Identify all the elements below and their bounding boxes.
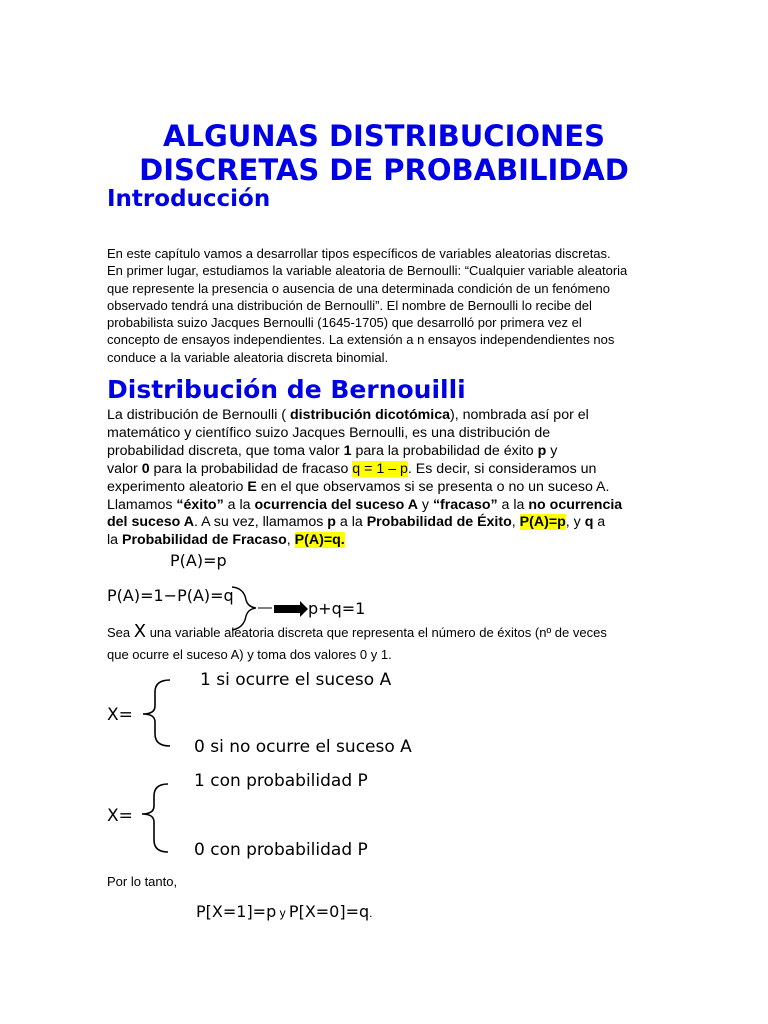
sea-x-line: Sea X una variable aleatoria discreta que representa el número de éxitos (nº de veces (107, 621, 607, 642)
intro-line: En este capítulo vamos a desarrollar tipos específicos de variables aleatorias discretas. (107, 246, 611, 261)
def2-top: 1 con probabilidad P (194, 771, 368, 791)
def1-bottom: 0 si no ocurre el suceso A (194, 737, 412, 757)
conclusion-formula: P[X=1]=p y P[X=0]=q. (196, 902, 373, 921)
bernoulli-line: La distribución de Bernoulli ( distribución dicotómica), nombrada así por el (107, 407, 589, 423)
formula-pa-p: P(A)=p (170, 551, 227, 570)
bernoulli-line: matemático y científico suizo Jacques Bernoulli, es una distribución de (107, 424, 551, 441)
bernoulli-line: experimento aleatorio E en el que observamos si se presenta o no un suceso A. (107, 478, 610, 495)
formula-px1: P[X=1]=p (196, 902, 277, 921)
bernoulli-heading: Distribución de Bernouilli (107, 375, 466, 404)
def2-lhs: X= (107, 806, 133, 826)
intro-line: concepto de ensayos independientes. La extensión a n ensayos independendientes nos (107, 332, 615, 348)
intro-line: que represente la presencia o ausencia de una determinada condición de un fenómeno (107, 280, 611, 296)
intro-line: conduce a la variable aleatoria discreta binomial. (107, 349, 389, 365)
document-title-line-1: ALGUNAS DISTRIBUCIONES (163, 119, 605, 153)
intro-line: probabilista suizo Jacques Bernoulli (1645-1705) que desarrolló por primera vez el (107, 315, 582, 331)
document-title-line-2: DISCRETAS DE PROBABILIDAD (139, 153, 629, 187)
intro-heading: Introducción (107, 186, 271, 212)
def2-bottom: 0 con probabilidad P (194, 840, 368, 860)
def1-lhs: X= (107, 705, 133, 725)
bernoulli-line: del suceso A. A su vez, llamamos p a la Probabilidad de Éxito, P(A)=p, y q a (107, 514, 606, 531)
term-distribucion-dicotomica: distribución dicotómica (289, 407, 450, 423)
highlight-q-formula: q = 1 – p (352, 460, 408, 477)
highlight-pa-p: P(A)=p (519, 514, 566, 531)
def1-top: 1 si ocurre el suceso A (200, 670, 392, 690)
sea-x-line: que ocurre el suceso A) y toma dos valores 0 y 1. (107, 647, 392, 662)
intro-line: En primer lugar, estudiamos la variable aleatoria de Bernoulli: “Cualquier variable aleatoria (107, 263, 628, 279)
bernoulli-line: la Probabilidad de Fracaso, P(A)=q. (107, 532, 345, 549)
highlight-pa-q: P(A)=q. (294, 532, 345, 549)
intro-line: observado tendrá una distribución de Bernoulli”. El nombre de Bernoulli lo recibe del (107, 297, 592, 313)
formula-px0: P[X=0]=q (288, 902, 370, 921)
formula-p-plus-q: p+q=1 (308, 599, 366, 618)
bernoulli-line: probabilidad discreta, que toma valor 1 para la probabilidad de éxito p y (107, 442, 558, 459)
bernoulli-line: Llamamos “éxito” a la ocurrencia del suceso A y “fracaso” a la no ocurrencia (107, 496, 623, 513)
conclusion-label: Por lo tanto, (107, 874, 178, 889)
large-brace (142, 784, 168, 852)
bernoulli-line: valor 0 para la probabilidad de fracaso q = 1 – p. Es decir, si consideramos un (107, 460, 597, 477)
formula-pa-1-minus: P(A)=1−P(A)=q (107, 586, 234, 605)
